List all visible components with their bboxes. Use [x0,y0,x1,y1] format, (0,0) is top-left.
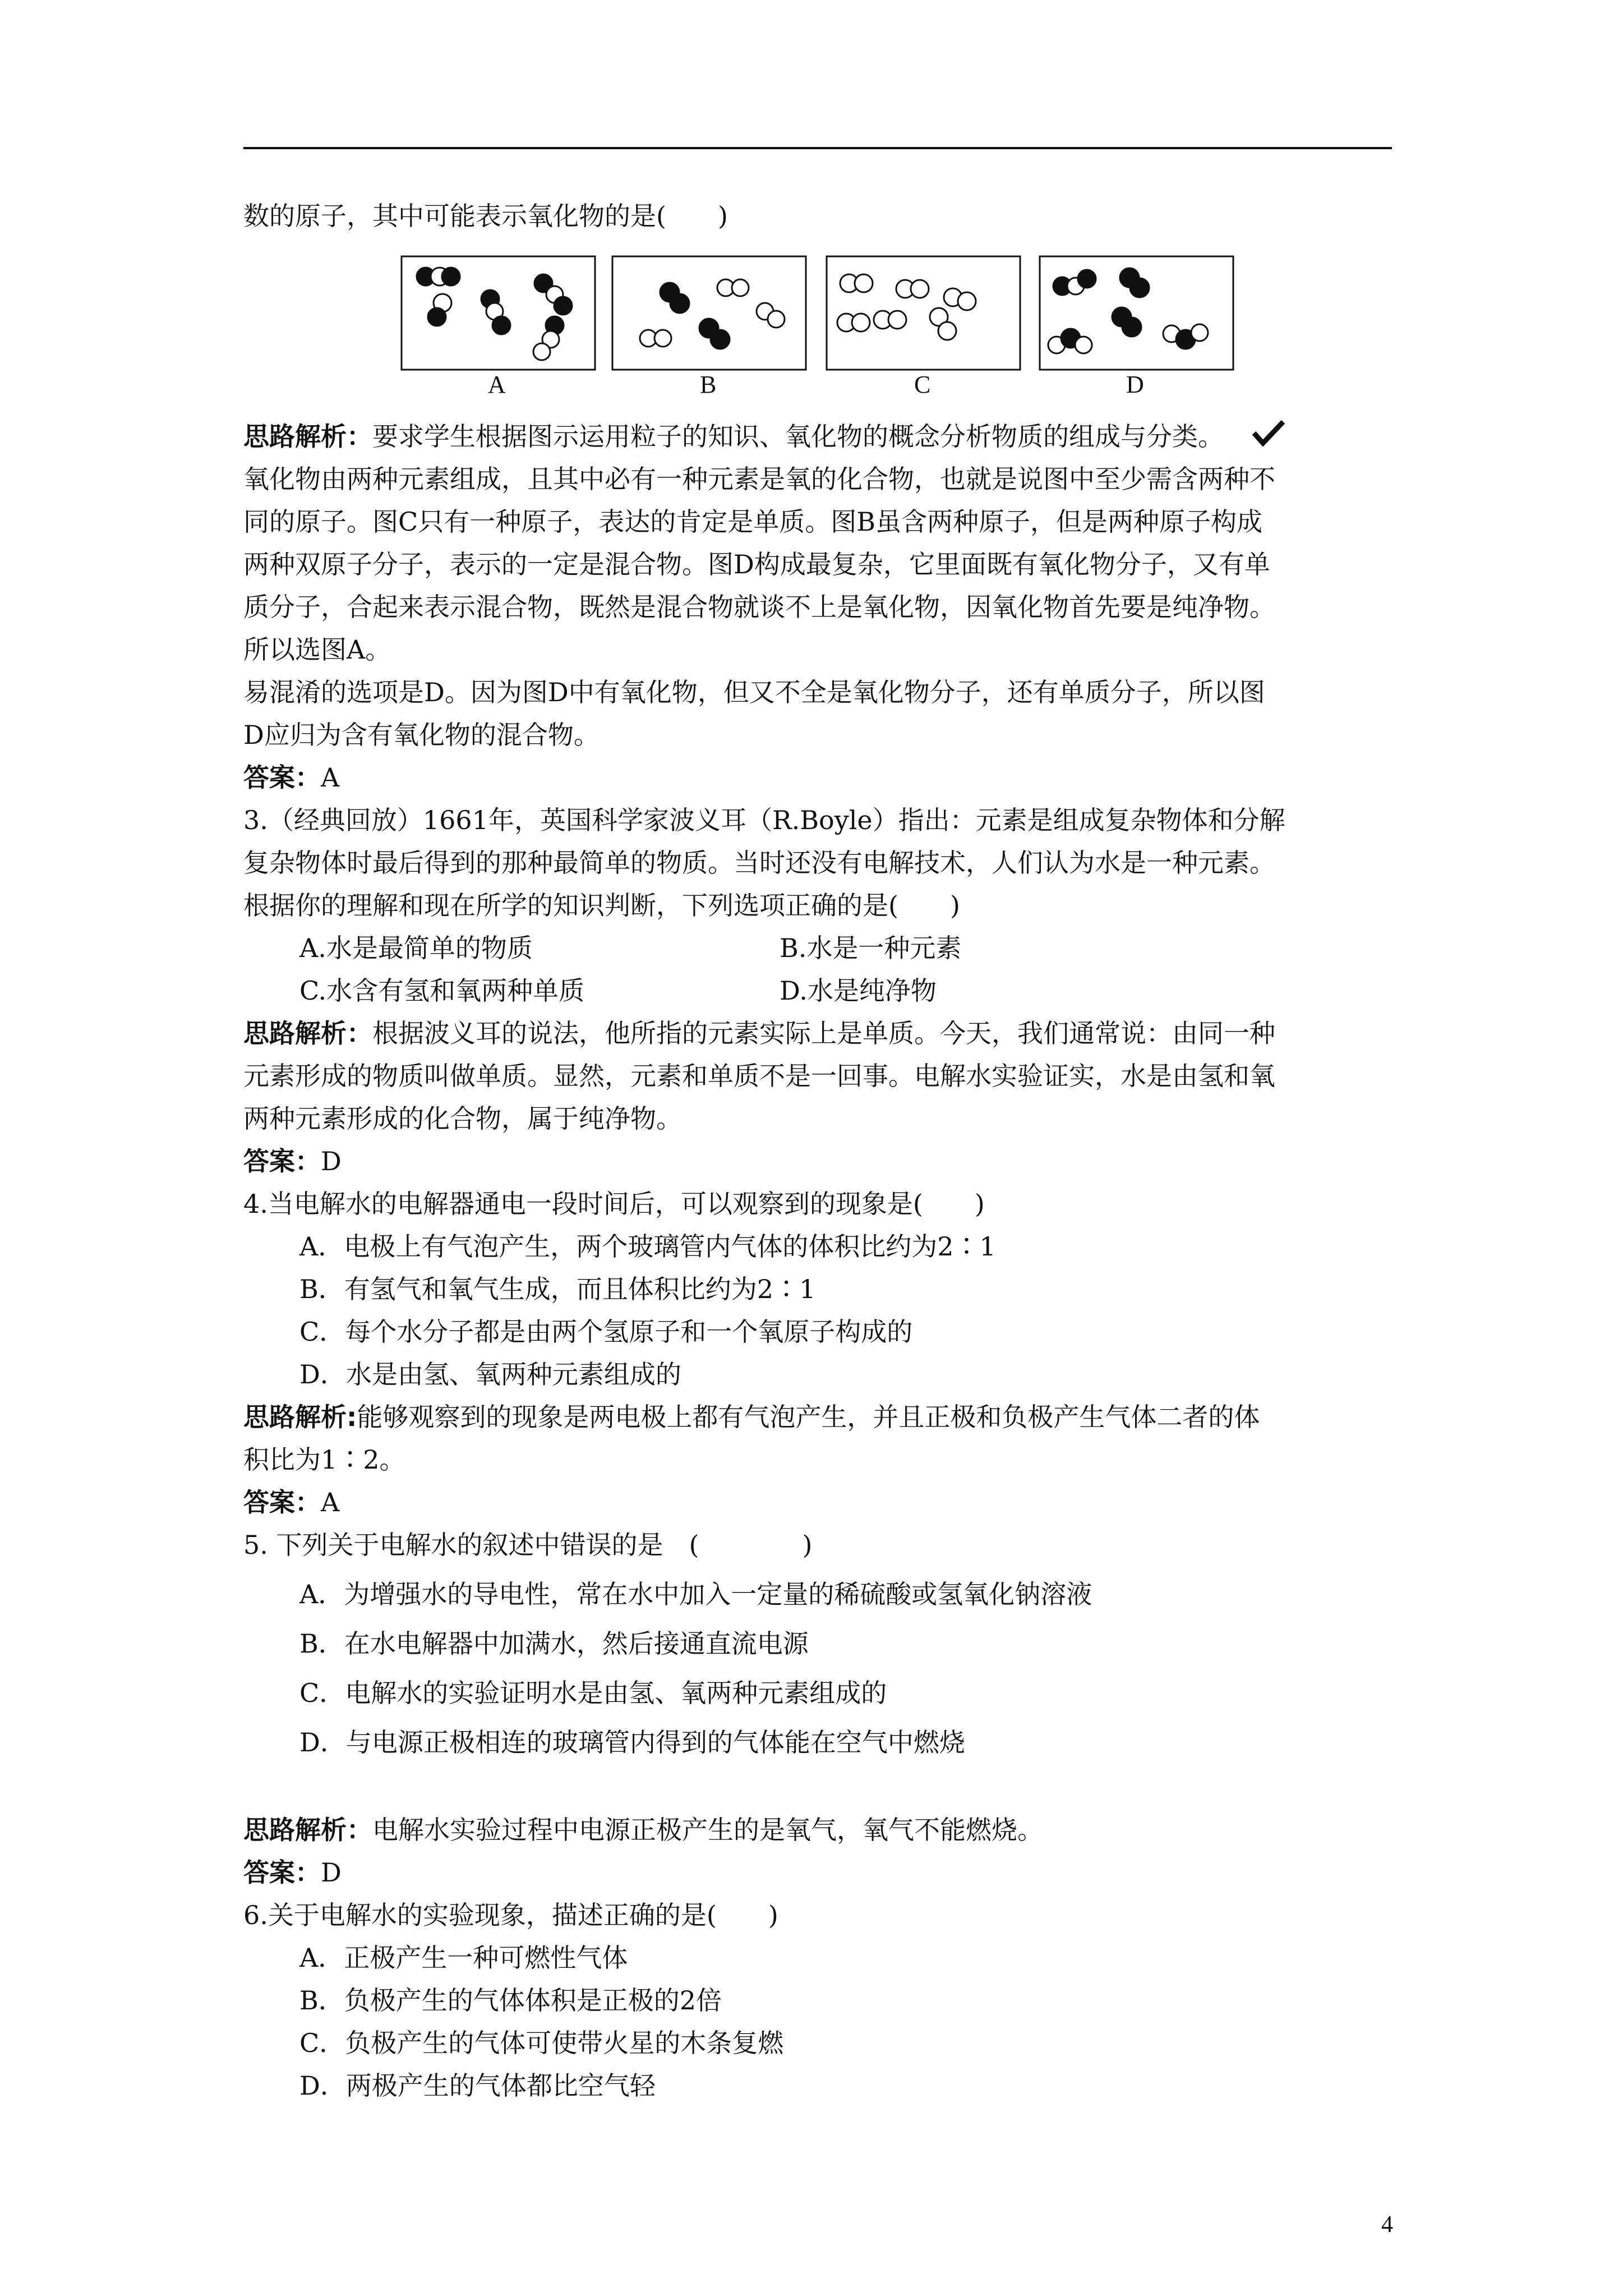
figure-label-a: A [488,371,506,398]
q2-analysis-line [243,420,1399,453]
q3-option-c: C.水含有氢和氧两种单质 [299,976,585,1006]
q4-answer [243,1485,1399,1519]
q5-analysis-line [243,1813,1399,1847]
q5-option-b: B．在水电解器中加满水，然后接通直流电源 [299,1628,809,1659]
q4-stem: 4.当电解水的电解器通电一段时间后，可以观察到的现象是( ) [243,1189,985,1219]
q6-option-d: D．两极产生的气体都比空气轻 [299,2070,656,2101]
q4-analysis-line [243,1400,1399,1434]
q2-analysis-line: D应归为含有氧化物的混合物。 [243,720,600,750]
q3-option-d: D.水是纯净物 [780,976,937,1006]
answer-value: D [321,1146,342,1176]
q3-analysis-line [243,1016,1399,1050]
q2-analysis-line: 氧化物由两种元素组成，且其中必有一种元素是氧的化合物，也就是说图中至少需含两种不 [243,464,1275,494]
q4-option-d: D．水是由氢、氧两种元素组成的 [299,1359,681,1389]
q6-stem: 6.关于电解水的实验现象，描述正确的是( ) [243,1900,778,1930]
answer-label: 答案： [243,1146,321,1176]
q2-analysis-line: 质分子，合起来表示混合物，既然是混合物就谈不上是氧化物，因氧化物首先要是纯净物。 [243,592,1275,622]
analysis-label: 思路解析： [243,1018,372,1048]
figure-label-d: D [1126,371,1144,398]
q3-stem-line: 根据你的理解和现在所学的知识判断，下列选项正确的是( ) [243,890,960,921]
q4-option-a: A．电极上有气泡产生，两个玻璃管内气体的体积比约为2∶1 [299,1231,996,1262]
analysis-text: 电解水实验过程中电源正极产生的是氧气，氧气不能燃烧。 [372,1815,1043,1845]
q4-option-c: C．每个水分子都是由两个氢原子和一个氧原子构成的 [299,1317,913,1347]
checkmark-icon [1252,418,1285,447]
q2-answer [243,761,1399,794]
page-number: 4 [1381,2212,1393,2238]
q2-analysis-line: 两种双原子分子，表示的一定是混合物。图D构成最复杂，它里面既有氧化物分子，又有单 [243,549,1270,579]
q3-analysis-line: 元素形成的物质叫做单质。显然，元素和单质不是一回事。电解水实验证实，水是由氢和氧 [243,1061,1275,1091]
q6-option-c: C．负极产生的气体可使带火星的木条复燃 [299,2028,784,2058]
q3-stem-line: 复杂物体时最后得到的那种最简单的物质。当时还没有电解技术，人们认为水是一种元素。 [243,848,1275,878]
q5-answer [243,1856,1399,1889]
answer-label: 答案： [243,1487,321,1517]
q4-analysis-line: 积比为1∶2。 [243,1444,405,1475]
answer-label: 答案： [243,1857,321,1888]
analysis-label: 思路解析： [243,421,372,452]
answer-value: A [321,762,340,793]
analysis-text: 根据波义耳的说法，他所指的元素实际上是单质。今天，我们通常说：由同一种 [372,1018,1275,1048]
analysis-text: 能够观察到的现象是两电极上都有气泡产生，并且正极和负极产生气体二者的体 [357,1402,1260,1432]
header-rule [243,147,1392,149]
figure-label-c: C [914,371,931,398]
q2-analysis-line: 易混淆的选项是D。因为图D中有氧化物，但又不全是氧化物分子，还有单质分子，所以图 [243,677,1265,707]
q3-stem-line: 3.（经典回放）1661年，英国科学家波义耳（R.Boyle）指出：元素是组成复杂物体和分解 [243,805,1285,835]
q3-option-a: A.水是最简单的物质 [299,933,533,963]
analysis-label: 思路解析： [243,1815,372,1845]
q2-analysis-line: 同的原子。图C只有一种原子，表达的肯定是单质。图B虽含两种原子，但是两种原子构成 [243,507,1262,537]
molecule-figure [400,255,1242,407]
q6-option-a: A．正极产生一种可燃性气体 [299,1943,628,1973]
analysis-label: 思路解析: [243,1402,357,1432]
q5-option-c: C．电解水的实验证明水是由氢、氧两种元素组成的 [299,1678,887,1708]
molecule-diagram [400,255,1242,407]
answer-value: D [321,1857,342,1888]
q5-stem: 5. 下列关于电解水的叙述中错误的是 ( ) [243,1530,813,1560]
q6-option-b: B．负极产生的气体体积是正极的2倍 [299,1985,722,2016]
answer-value: A [321,1487,340,1517]
box-c [827,256,1020,370]
q5-option-d: D．与电源正极相连的玻璃管内得到的气体能在空气中燃烧 [299,1727,965,1757]
q2-stem-tail: 数的原子，其中可能表示氧化物的是( ) [243,201,728,231]
q2-analysis-line: 所以选图A。 [243,634,391,665]
q4-option-b: B．有氢气和氧气生成，而且体积比约为2∶1 [299,1274,816,1304]
q3-option-b: B.水是一种元素 [780,933,962,963]
figure-label-b: B [700,371,717,398]
answer-label: 答案： [243,762,321,793]
q3-answer [243,1144,1399,1178]
q3-analysis-line: 两种元素形成的化合物，属于纯净物。 [243,1103,682,1134]
analysis-text: 要求学生根据图示运用粒子的知识、氧化物的概念分析物质的组成与分类。 [372,421,1224,452]
q5-option-a: A．为增强水的导电性，常在水中加入一定量的稀硫酸或氢氧化钠溶液 [299,1579,1092,1609]
